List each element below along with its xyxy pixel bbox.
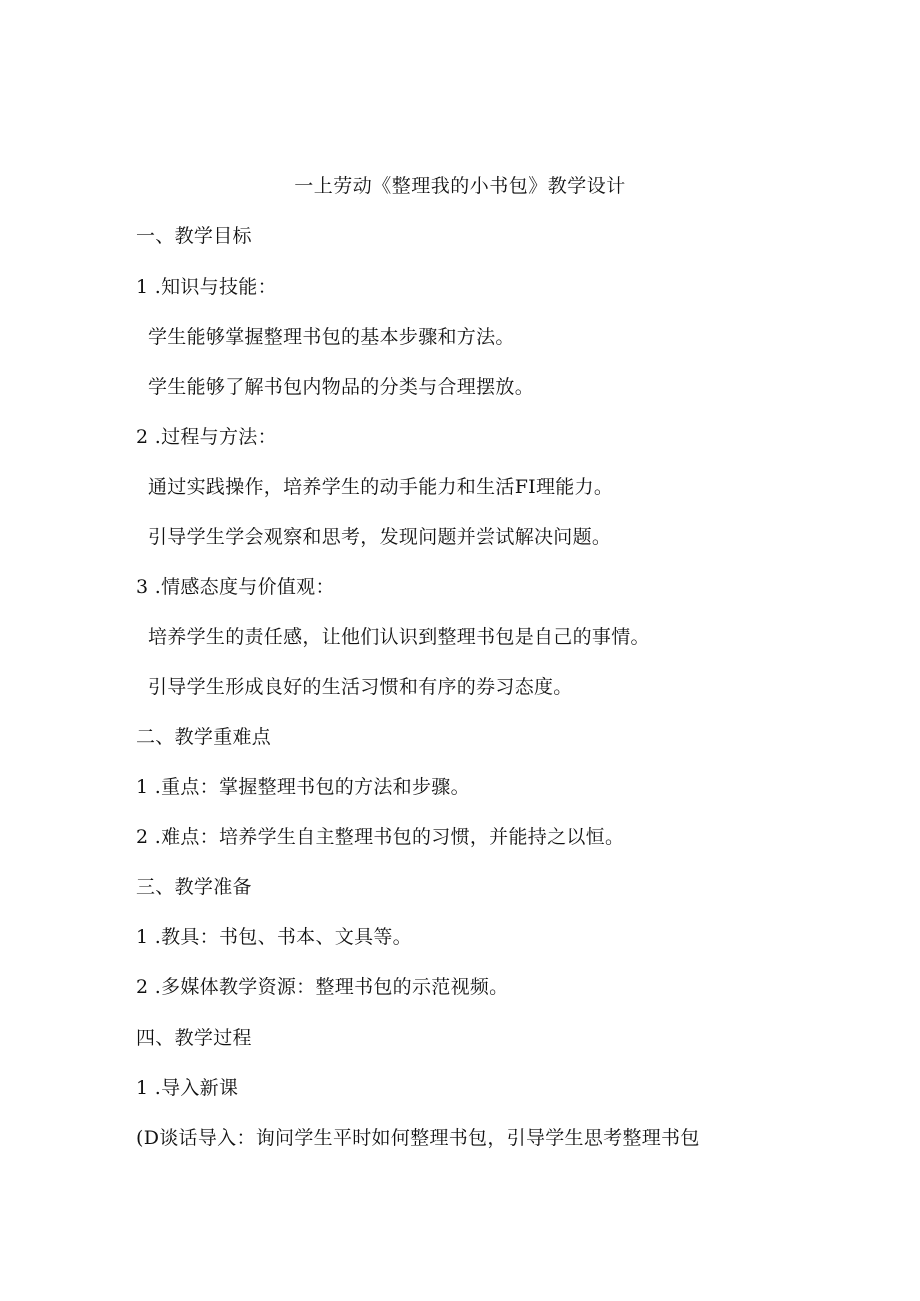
section-heading-preparation: 三、教学准备 — [136, 876, 252, 898]
paragraph: 培养学生的责任感，让他们认识到整理书包是自己的事情。 — [148, 626, 650, 648]
paragraph: (D谈话导入：询问学生平时如何整理书包，引导学生思考整理书包 — [136, 1127, 700, 1149]
list-item-teaching-aids: 1 .教具：书包、书本、文具等。 — [136, 926, 412, 948]
subheading-introduction: 1 .导入新课 — [136, 1077, 239, 1099]
subheading-process-method: 2 .过程与方法： — [136, 426, 277, 448]
subheading-attitude-values: 3 .情感态度与价值观： — [136, 576, 335, 598]
paragraph: 引导学生学会观察和思考，发现问题并尝试解决问题。 — [148, 526, 612, 548]
paragraph: 通过实践操作，培养学生的动手能力和生活FI理能力。 — [148, 476, 614, 498]
list-item-multimedia: 2 .多媒体教学资源：整理书包的示范视频。 — [136, 976, 509, 998]
section-heading-key-points: 二、教学重难点 — [136, 726, 272, 748]
list-item-difficult-point: 2 .难点：培养学生自主整理书包的习惯，并能持之以恒。 — [136, 826, 625, 848]
subheading-knowledge-skills: 1 .知识与技能： — [136, 276, 277, 298]
section-heading-process: 四、教学过程 — [136, 1027, 252, 1049]
paragraph: 学生能够掌握整理书包的基本步骤和方法。 — [148, 326, 515, 348]
document-title: 一上劳动《整理我的小书包》教学设计 — [294, 175, 626, 197]
paragraph: 引导学生形成良好的生活习惯和有序的券习态度。 — [148, 676, 573, 698]
section-heading-objectives: 一、教学目标 — [136, 225, 252, 247]
paragraph: 学生能够了解书包内物品的分类与合理摆放。 — [148, 376, 535, 398]
list-item-key-point: 1 .重点：掌握整理书包的方法和步骤。 — [136, 776, 470, 798]
